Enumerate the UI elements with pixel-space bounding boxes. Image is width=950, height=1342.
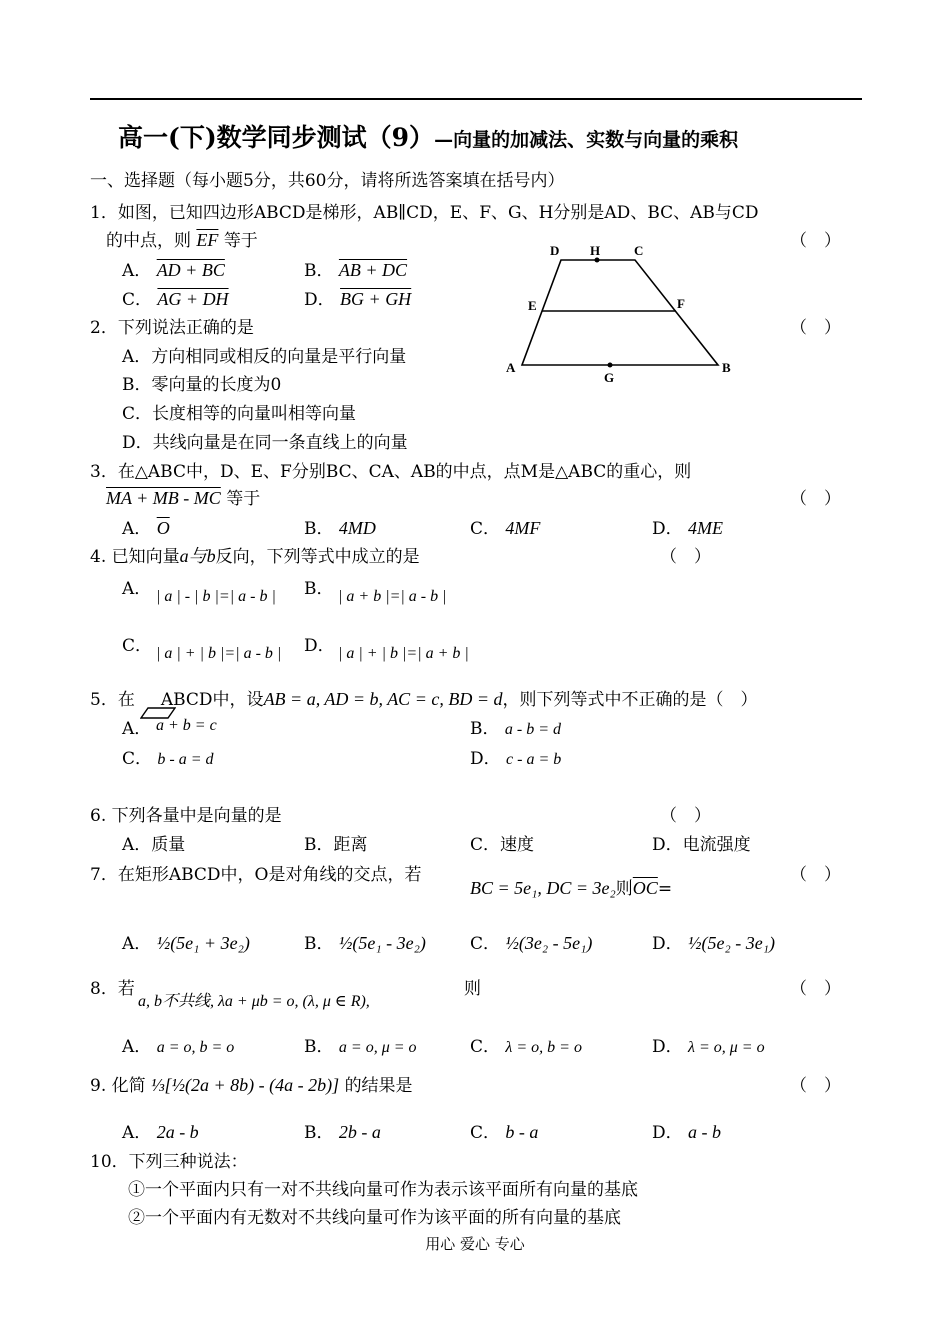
q5-option-b-label: B．: [470, 719, 500, 739]
q1-option-a-label: A．: [122, 261, 152, 281]
q9-option-d: [652, 1118, 721, 1143]
q3-expression: MA + MB - MC: [106, 488, 221, 508]
q7-expression: BC = 5e₁, DC = 3e₂: [470, 878, 616, 898]
q3-option-b-label: B．: [304, 519, 334, 539]
label-g: G: [604, 370, 615, 385]
q9-expression: ⅓[½(2a + 8b) - (4a - 2b)]: [151, 1075, 340, 1095]
q1-line2-text: 的中点，则: [106, 231, 191, 251]
q2-stem: 2．下列说法正确的是: [90, 318, 254, 338]
title-subtitle: —向量的加减法、实数与向量的乘积: [434, 129, 739, 151]
q9-option-c-label: C．: [470, 1123, 501, 1143]
q1-option-b-label: B．: [304, 261, 334, 281]
q7-option-b-label: B．: [304, 934, 334, 954]
q9-option-a: [122, 1118, 199, 1143]
q3-answer-blank: （ ）: [790, 489, 841, 509]
q1-option-b-expr: AB + DC: [338, 260, 408, 280]
q1-option-d-label: D．: [304, 290, 335, 310]
q8-option-b-label: B．: [304, 1037, 334, 1057]
q3-option-d: [652, 514, 723, 539]
q7-expression-line: [470, 874, 672, 899]
q1-line1: 1．如图，已知四边形ABCD是梯形，AB∥CD，E、F、G、H分别是AD、BC、AB与CD: [90, 203, 759, 223]
q8-stem: 8．若: [90, 979, 135, 999]
q9-option-a-label: A．: [122, 1123, 152, 1143]
q5-option-d: [470, 744, 561, 769]
q5-option-b-expr: a - b = d: [504, 721, 562, 738]
q8-option-d: [652, 1032, 765, 1057]
q7-option-d-expr: ½(5e₂ - 3e₁): [688, 933, 776, 953]
q1-option-a-expr: AD + BC: [156, 260, 225, 280]
q3-line2-end: 等于: [226, 489, 261, 509]
label-e: E: [528, 298, 537, 313]
q8-option-a-label: A．: [122, 1037, 152, 1057]
q3-option-c-expr: 4MF: [505, 518, 541, 538]
q1-option-a: [122, 256, 225, 281]
q3-line1: 3．在△ABC中，D、E、F分别BC、CA、AB的中点，点M是△ABC的重心，则: [90, 462, 692, 482]
q5-option-a-expr: a + b = c: [156, 717, 217, 734]
q7-expr-end: =: [657, 879, 673, 899]
q4-option-d-label: D．: [304, 636, 335, 656]
q4-option-b-label: B．: [304, 579, 334, 599]
point-h: [595, 258, 600, 263]
section-heading: 一、选择题（每小题5分，共60分，请将所选答案填在括号内）: [90, 171, 565, 191]
q9-answer-blank: （ ）: [790, 1076, 841, 1096]
q8-answer-blank: （ ）: [790, 979, 841, 999]
q7-option-a-expr: ½(5e₁ + 3e₂): [156, 933, 250, 953]
header-rule: [90, 98, 862, 100]
q6-option-b: B．距离: [304, 835, 368, 855]
q5-option-c-label: C．: [122, 749, 153, 769]
q3-option-b-expr: 4MD: [338, 518, 376, 538]
q3-option-a-label: A．: [122, 519, 152, 539]
q2-option-a: A．方向相同或相反的向量是平行向量: [122, 347, 407, 367]
q7-expr-mid: 则: [615, 879, 633, 899]
q5-option-a-label: A．: [122, 719, 152, 739]
q1-option-c: [122, 285, 229, 310]
q9-option-b: [304, 1118, 381, 1143]
q9-stem: 9. 化简: [90, 1076, 146, 1096]
q7-option-c: [470, 929, 592, 954]
q7-stem: 7．在矩形ABCD中，O是对角线的交点，若: [90, 865, 422, 885]
q8-option-a: [122, 1032, 234, 1057]
q9-line: [90, 1071, 413, 1096]
q9-option-c: [470, 1118, 538, 1143]
q1-option-d: [304, 285, 411, 310]
q3-option-a: [122, 514, 170, 539]
q8-option-a-expr: a = o, b = o: [156, 1039, 235, 1056]
q6-option-a: A．质量: [122, 835, 186, 855]
q1-option-b: [304, 256, 407, 281]
q4-answer-blank: （ ）: [660, 547, 711, 567]
q7-option-a: [122, 929, 250, 954]
q2-answer-blank: （ ）: [790, 318, 841, 338]
q4-option-c-expr: | a | + | b |=| a - b |: [156, 645, 282, 662]
q6-answer-blank: （ ）: [660, 806, 711, 826]
q6-option-c: C．速度: [470, 835, 535, 855]
q4-stem-a: 4. 已知向量: [90, 547, 180, 567]
q1-answer-blank: （ ）: [790, 231, 841, 251]
q10-item-2: ②一个平面内有无数对不共线向量可作为该平面的所有向量的基底: [128, 1208, 621, 1228]
q6-stem: 6. 下列各量中是向量的是: [90, 806, 282, 826]
q7-option-d-label: D．: [652, 934, 683, 954]
q8-option-c: [470, 1032, 582, 1057]
q2-option-b: B．零向量的长度为0: [122, 375, 282, 395]
q1-line2: [106, 226, 258, 251]
q5-option-d-expr: c - a = b: [506, 751, 562, 768]
q3-option-c: [470, 514, 540, 539]
q4-stem-b: 反向，下列等式中成立的是: [215, 547, 420, 567]
trapezoid-figure: [500, 238, 750, 388]
q9-option-b-label: B．: [304, 1123, 334, 1143]
q7-option-b: [304, 929, 426, 954]
q5-stem: [90, 685, 757, 710]
q5-option-b: [470, 714, 561, 739]
q1-vector: $\overline{EF}$: [196, 230, 219, 250]
label-h: H: [590, 243, 601, 258]
page-title: [118, 118, 738, 154]
page-footer: 用心 爱心 专心: [425, 1235, 525, 1253]
q5-option-d-label: D．: [470, 749, 501, 769]
label-d: D: [550, 243, 560, 258]
q10-stem: 10．下列三种说法：: [90, 1152, 248, 1172]
q7-answer-blank: （ ）: [790, 865, 841, 885]
q3-option-d-expr: 4ME: [688, 518, 724, 538]
q9-stem-end: 的结果是: [344, 1076, 413, 1096]
q2-option-c: C．长度相等的向量叫相等向量: [122, 404, 357, 424]
q4-stem: [90, 542, 420, 568]
q8-option-b: [304, 1032, 417, 1057]
q3-option-a-expr: $\overline{O}$: [156, 518, 170, 538]
q9-option-a-expr: 2a - b: [156, 1122, 199, 1142]
q4-option-a-label: A．: [122, 579, 152, 599]
q1-option-d-expr: BG + GH: [340, 289, 412, 309]
q7-option-c-expr: ½(3e₂ - 5e₁): [505, 933, 593, 953]
q5-option-c: [122, 744, 214, 769]
q2-option-d: D．共线向量是在同一条直线上的向量: [122, 433, 408, 453]
q4-option-c-label: C．: [122, 636, 153, 656]
q1-line2-end: 等于: [223, 231, 258, 251]
q1-option-c-expr: AG + DH: [157, 289, 229, 309]
q9-option-b-expr: 2b - a: [338, 1122, 381, 1142]
point-g: [608, 363, 613, 368]
q7-option-a-label: A．: [122, 934, 152, 954]
q5-stem-c: ，则下列等式中不正确的是（ ）: [502, 690, 758, 710]
q9-option-d-expr: a - b: [688, 1122, 722, 1142]
q6-option-d: D．电流强度: [652, 835, 751, 855]
q9-option-d-label: D．: [652, 1123, 683, 1143]
label-a: A: [506, 360, 516, 375]
trapezoid-outline: [522, 260, 718, 365]
q4-option-a-expr: | a | - | b |=| a - b |: [156, 588, 276, 605]
q1-option-c-label: C．: [122, 290, 153, 310]
q5-stem-a: 5．在: [90, 690, 135, 710]
title-main: 高一(下)数学同步测试（9）: [118, 123, 435, 152]
q8-option-c-label: C．: [470, 1037, 501, 1057]
q8-option-c-expr: λ = o, b = o: [505, 1039, 582, 1056]
q8-stem-end: 则: [464, 979, 481, 999]
q7-option-d: [652, 929, 775, 954]
label-c: C: [634, 243, 644, 258]
q10-item-1: ①一个平面内只有一对不共线向量可作为表示该平面所有向量的基底: [128, 1180, 638, 1200]
label-b: B: [722, 360, 731, 375]
q7-option-b-expr: ½(5e₁ - 3e₂): [338, 933, 426, 953]
q4-option-b-expr: | a + b |=| a - b |: [338, 588, 447, 605]
label-f: F: [677, 296, 685, 311]
q5-stem-b: ABCD中，设: [160, 690, 264, 710]
q9-option-c-expr: b - a: [505, 1122, 539, 1142]
q5-expression: AB = a, AD = b, AC = c, BD = d: [263, 689, 503, 709]
q8-expression: a, b不共线, λa + μb = o, (λ, μ ∈ R),: [138, 993, 370, 1010]
q3-line2: [106, 484, 260, 509]
q7-option-c-label: C．: [470, 934, 501, 954]
q8-option-b-expr: a = o, μ = o: [338, 1039, 417, 1056]
q4-stem-vectors: a与b: [179, 546, 216, 566]
q3-option-c-label: C．: [470, 519, 501, 539]
q3-option-b: [304, 514, 376, 539]
q4-option-d-expr: | a | + | b |=| a + b |: [338, 645, 469, 662]
q7-expr-vector: $\overline{OC}$: [632, 878, 658, 898]
q3-option-d-label: D．: [652, 519, 683, 539]
q5-option-c-expr: b - a = d: [157, 751, 214, 768]
q8-option-d-expr: λ = o, μ = o: [688, 1039, 765, 1056]
q8-option-d-label: D．: [652, 1037, 683, 1057]
